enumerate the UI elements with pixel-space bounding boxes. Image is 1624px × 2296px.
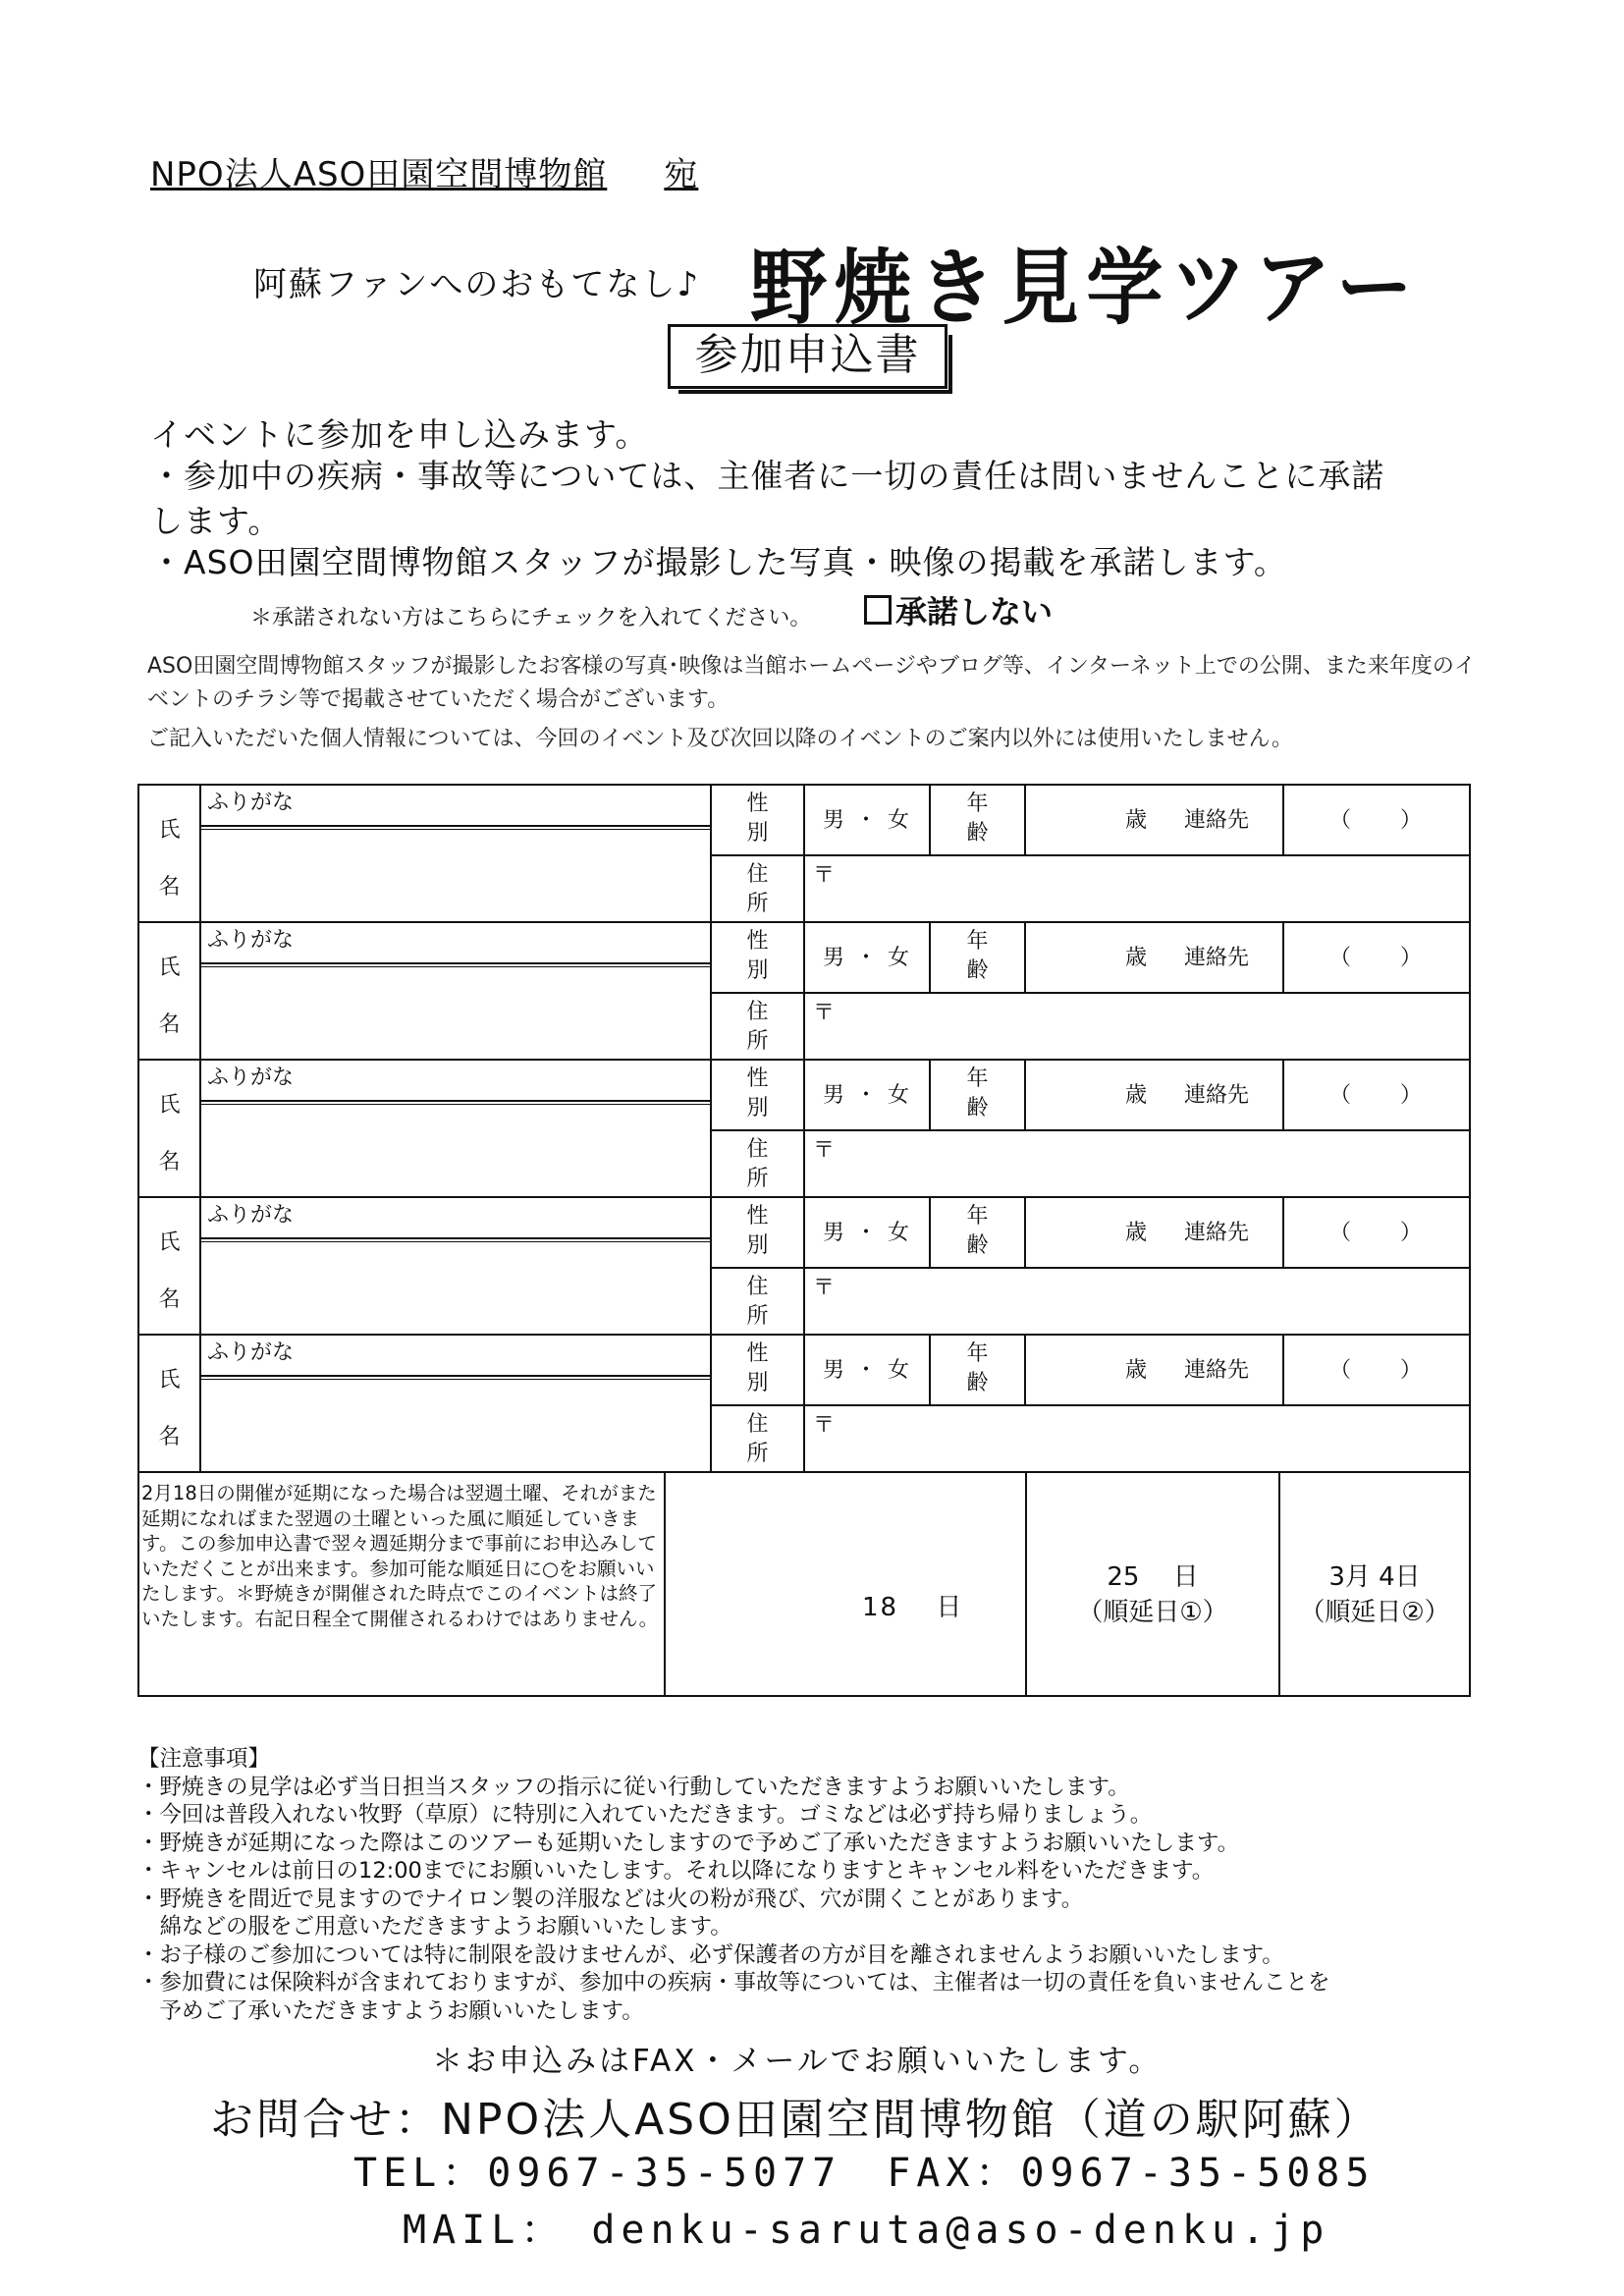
date-option-2[interactable]: 25 日 （順延日①） (1027, 1473, 1280, 1695)
caution-item: 綿などの服をご用意いただきますようお願いいたします。 (137, 1914, 732, 1940)
date-option-1[interactable]: 18 日 (666, 1473, 1027, 1695)
caution-item: ・今回は普段入れない牧野（草原）に特別に入れていただきます。ゴミなどは必ず持ち帰りましょう。 (137, 1802, 1153, 1828)
gender-label: 性 別 (712, 786, 805, 856)
caution-item: 予めご了承いただきますようお願いいたします。 (137, 1997, 644, 2024)
contact-field[interactable]: （ ） (1284, 1061, 1469, 1131)
name-field[interactable] (201, 923, 712, 1059)
date-selection-row (137, 1471, 1471, 1697)
contact-label: 連絡先 (1151, 1336, 1284, 1406)
name-label: 氏 名 (139, 1061, 201, 1196)
age-label: 年 齢 (931, 1061, 1026, 1131)
optout-label: 承諾しない (895, 593, 1054, 630)
gender-label: 性 別 (712, 1336, 805, 1406)
entry-row (137, 921, 1471, 1061)
contact-organization: お問合せ：NPO法人ASO田園空間博物館（道の駅阿蘇） (210, 2095, 1380, 2145)
name-field[interactable] (201, 1198, 712, 1334)
addressee-name: NPO法人ASO田園空間博物館 (150, 155, 608, 194)
contact-field[interactable]: （ ） (1284, 923, 1469, 994)
gender-label: 性 別 (712, 1061, 805, 1131)
caution-item: ・お子様のご参加については特に制限を設けませんが、必ず保護者の方が目を離されませんようお願いいたします。 (137, 1941, 1284, 1968)
optout-checkbox[interactable] (864, 587, 1053, 632)
name-field[interactable] (201, 1336, 712, 1471)
entry-row (137, 1196, 1471, 1336)
photo-notice: ASO田園空間博物館スタッフが撮影したお客様の写真･映像は当館ホームページやブログ等、インターネット上での公開、また来年度のイベントのチラシ等で掲載させていただく場合がございます。 (147, 654, 1476, 712)
privacy-notice: ご記入いただいた個人情報については、今回のイベント及び次回以降のイベントのご案内以外には使用いたしません。 (147, 727, 1293, 751)
contact-label: 連絡先 (1151, 923, 1284, 994)
contact-label: 連絡先 (1151, 1198, 1284, 1269)
age-label: 年 齢 (931, 923, 1026, 994)
address-field[interactable]: 〒 (813, 1001, 836, 1025)
consent-item-liability: ・参加中の疾病・事故等については、主催者に一切の責任は問いませんことに承諾 します。 (150, 457, 1419, 540)
contact-field[interactable]: （ ） (1284, 786, 1469, 856)
name-label: 氏 名 (139, 1198, 201, 1334)
address-field[interactable]: 〒 (813, 1276, 836, 1300)
age-field[interactable]: 歳 (1026, 786, 1151, 856)
age-label: 年 齢 (931, 1198, 1026, 1269)
address-label: 住 所 (712, 1406, 805, 1473)
gender-field[interactable]: 男 ・ 女 (805, 1336, 931, 1406)
name-label: 氏 名 (139, 923, 201, 1059)
contact-label: 連絡先 (1151, 1061, 1284, 1131)
address-field[interactable]: 〒 (813, 1138, 836, 1163)
consent-intro: イベントに参加を申し込みます。 (150, 415, 649, 454)
gender-label: 性 別 (712, 923, 805, 994)
date-option-3[interactable]: 3月 4日 （順延日②） (1299, 1562, 1450, 1627)
contact-label: 連絡先 (1151, 786, 1284, 856)
entry-row (137, 1059, 1471, 1198)
postpone-note: 2月18日の開催が延期になった場合は翌週土曜、それがまた延期になればまた翌週の土曜といった風に順延していきます。この参加申込書で翌々週延期分まで事前にお申込みしていただくことが出来ます。参加可能な順延日に○をお願いいたします。＊野焼きが開催された時点でこのイベントは終了いたします。右記日程全て開催されるわけではありません。 (139, 1473, 666, 1695)
gender-label: 性 別 (712, 1198, 805, 1269)
application-method-note: ＊お申込みはFAX・メールでお願いいたします。 (432, 2044, 1163, 2079)
caution-item: ・野焼きの見学は必ず当日担当スタッフの指示に従い行動していただきますようお願いいたします。 (137, 1774, 1130, 1800)
furigana-label: ふりがな (207, 791, 295, 815)
event-subtitle: 阿蘇ファンへのおもてなし♪ (253, 265, 701, 304)
caution-item: ・野焼きを間近で見ますのでナイロン製の洋服などは火の粉が飛び、穴が開くことがあります。 (137, 1886, 1084, 1912)
form-title: 参加申込書 (668, 324, 947, 389)
furigana-label: ふりがな (207, 1066, 295, 1090)
age-label: 年 齢 (931, 1336, 1026, 1406)
entry-row (137, 784, 1471, 923)
name-field[interactable] (201, 786, 712, 921)
age-field[interactable]: 歳 (1026, 1336, 1151, 1406)
entry-table (137, 786, 1471, 1697)
name-label: 氏 名 (139, 1336, 201, 1471)
address-field[interactable]: 〒 (813, 1413, 836, 1438)
address-field[interactable]: 〒 (813, 863, 836, 888)
furigana-label: ふりがな (207, 928, 295, 953)
address-label: 住 所 (712, 1131, 805, 1198)
entry-row (137, 1334, 1471, 1473)
gender-field[interactable]: 男 ・ 女 (805, 923, 931, 994)
age-field[interactable]: 歳 (1026, 1198, 1151, 1269)
caution-item: ・野焼きが延期になった際はこのツアーも延期いたしますので予めご了承いただきますようお願いいたします。 (137, 1830, 1240, 1856)
contact-phone-fax: TEL：0967-35-5077 FAX：0967-35-5085 (353, 2151, 1376, 2196)
gender-field[interactable]: 男 ・ 女 (805, 1061, 931, 1131)
age-label: 年 齢 (931, 786, 1026, 856)
checkbox-icon[interactable] (864, 595, 892, 625)
name-field[interactable] (201, 1061, 712, 1196)
contact-field[interactable]: （ ） (1284, 1336, 1469, 1406)
addressee-suffix: 宛 (664, 155, 699, 194)
cautions-heading: 【注意事項】 (137, 1746, 271, 1772)
name-label: 氏 名 (139, 786, 201, 921)
contact-email: MAIL： denku-saruta@aso-denku.jp (403, 2208, 1330, 2253)
address-label: 住 所 (712, 856, 805, 923)
furigana-label: ふりがな (207, 1340, 295, 1365)
consent-item-photo: ・ASO田園空間博物館スタッフが撮影した写真・映像の掲載を承諾します。 (150, 543, 1287, 581)
address-label: 住 所 (712, 1269, 805, 1336)
caution-item: ・参加費には保険料が含まれておりますが、参加中の疾病・事故等については、主催者は一切の責任を負いませんことを (137, 1970, 1330, 1995)
addressee (150, 147, 698, 195)
age-field[interactable]: 歳 (1026, 923, 1151, 994)
furigana-label: ふりがな (207, 1203, 295, 1228)
event-title: 野焼き見学ツアー (750, 240, 1421, 336)
gender-field[interactable]: 男 ・ 女 (805, 786, 931, 856)
contact-field[interactable]: （ ） (1284, 1198, 1469, 1269)
address-label: 住 所 (712, 994, 805, 1061)
age-field[interactable]: 歳 (1026, 1061, 1151, 1131)
cautions-section (137, 1745, 1492, 2025)
optout-note: ＊承諾されない方はこちらにチェックを入れてください。 (250, 606, 812, 630)
caution-item: ・キャンセルは前日の12:00までにお願いいたします。それ以降になりますとキャンセル料をいただきます。 (137, 1858, 1215, 1884)
gender-field[interactable]: 男 ・ 女 (805, 1198, 931, 1269)
